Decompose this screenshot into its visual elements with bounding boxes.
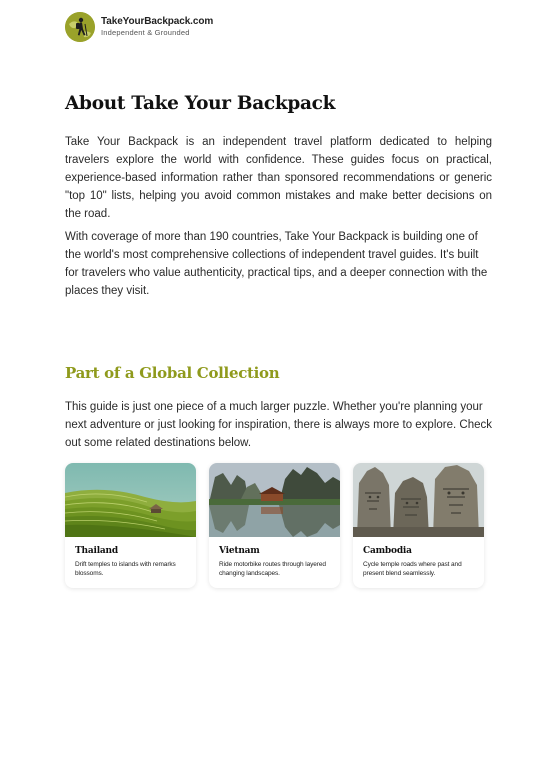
brand	[101, 17, 213, 37]
vietnam-karst-river-image	[209, 463, 340, 537]
destination-card-thailand[interactable]	[65, 463, 196, 588]
destination-card-vietnam[interactable]	[209, 463, 340, 588]
card-title: Cambodia	[363, 546, 412, 556]
collection-title: Part of a Global Collection	[65, 364, 280, 382]
card-description: Ride motorbike routes through layered changing landscapes.	[219, 561, 326, 577]
destination-card-cambodia[interactable]	[353, 463, 484, 588]
hiker-globe-icon[interactable]	[65, 12, 95, 42]
card-description: Drift temples to islands with remarks blossoms.	[75, 561, 176, 577]
brand-name[interactable]: TakeYourBackpack.com	[101, 16, 214, 28]
site-header	[65, 12, 213, 42]
about-paragraph-2: With coverage of more than 190 countries, Take Your Backpack is building one of the world's most comprehensive collections of independent travel guides. It's built for travelers who value authenticity, practical tips, and a deeper connection with the places they visit.	[65, 231, 488, 297]
brand-tagline: Independent & Grounded	[101, 28, 190, 38]
about-title: About Take Your Backpack	[65, 93, 336, 114]
card-title: Vietnam	[219, 546, 260, 556]
card-description: Cycle temple roads where past and present blend seamlessly.	[363, 561, 462, 577]
card-title: Thailand	[75, 546, 118, 556]
cambodia-bayon-faces-image	[353, 463, 484, 537]
about-paragraph-1: Take Your Backpack is an independent travel platform dedicated to helping travelers explore the world with confidence. These guides focus on practical, experience-based information rather than sponsored recommendations or generic "top 10" lists, helping you avoid common mistakes and make better decisions on the road.	[65, 136, 492, 220]
collection-intro: This guide is just one piece of a much larger puzzle. Whether you're planning your next adventure or just looking for inspiration, there is always more to explore. Check out some related destinations below.	[65, 401, 492, 449]
thailand-rice-terraces-image	[65, 463, 196, 537]
